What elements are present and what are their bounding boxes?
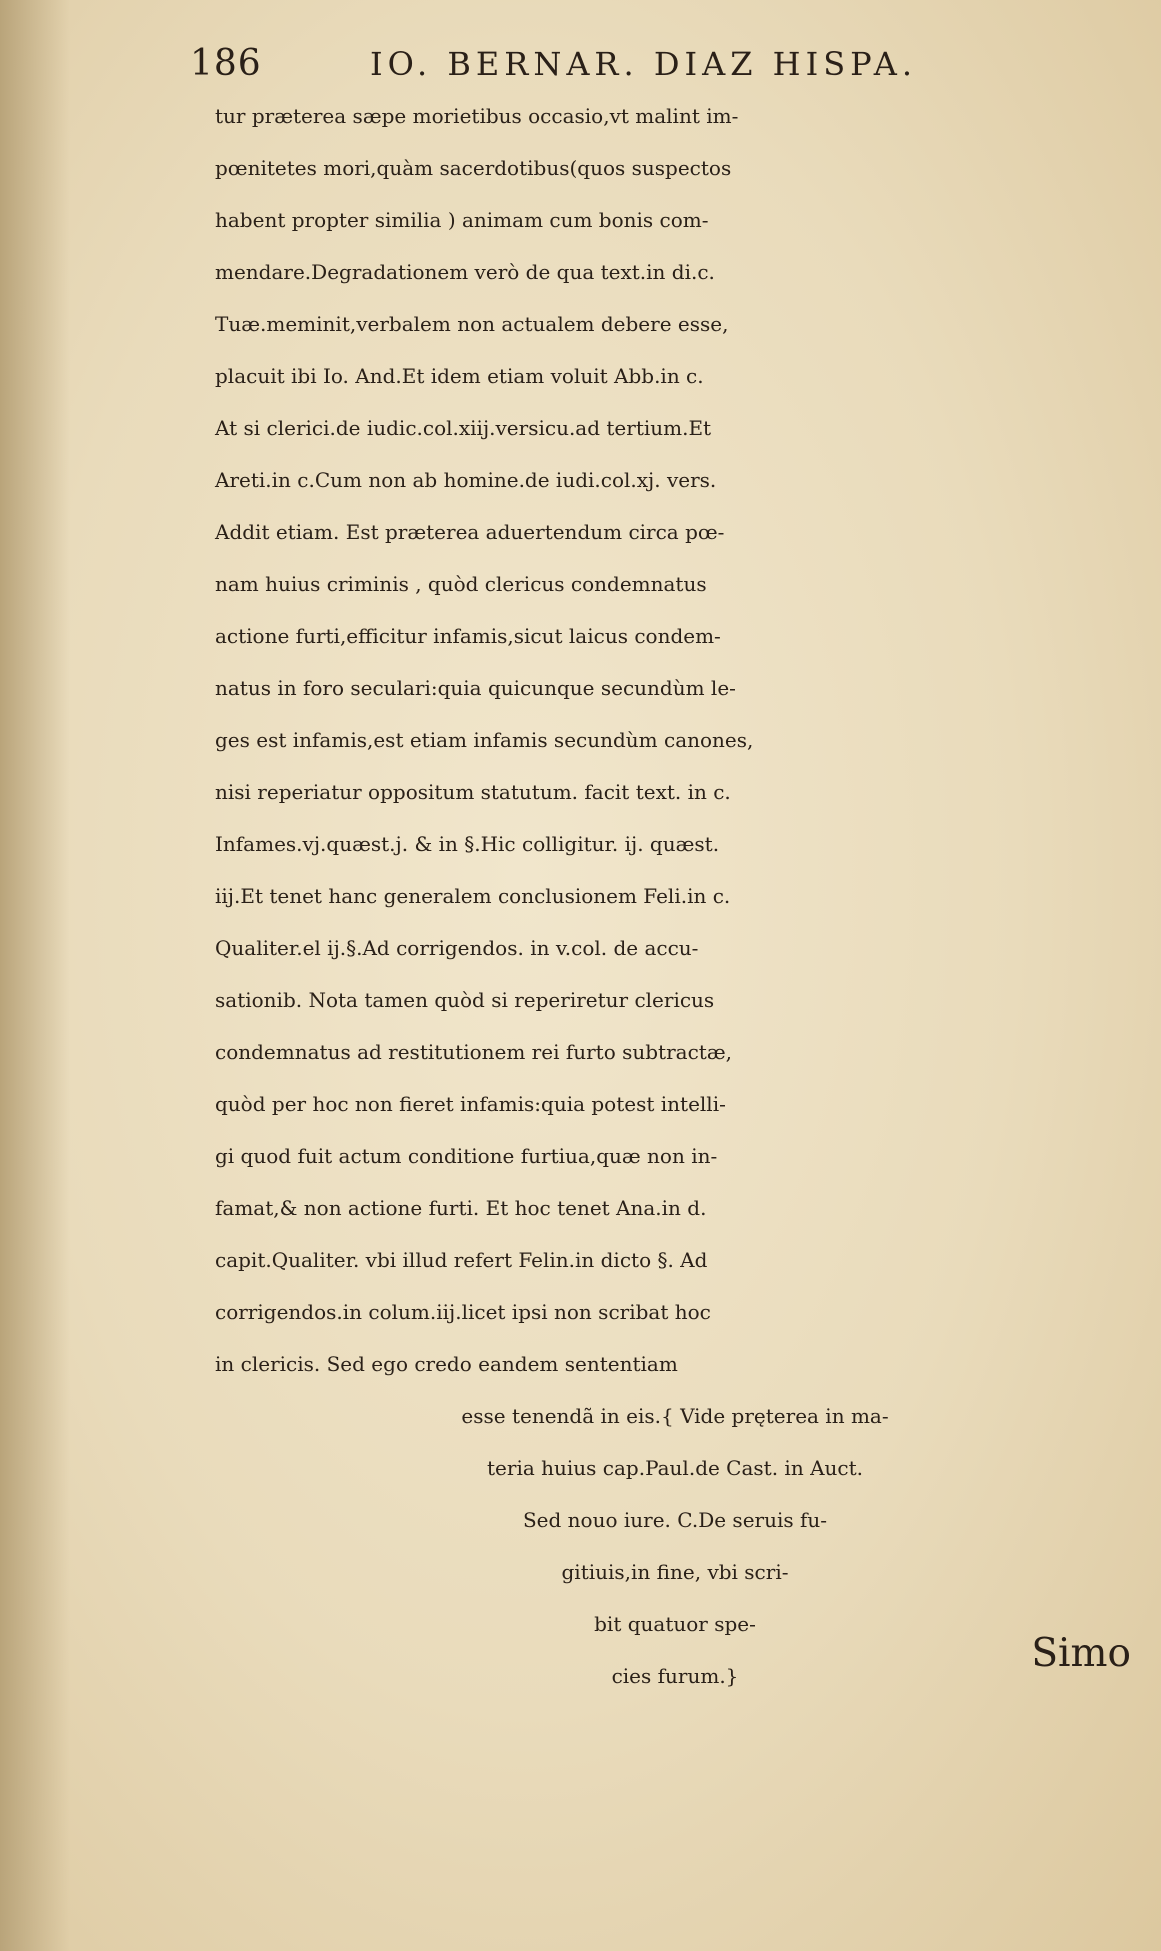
text-line: Qualiter.el ij.§.Ad corrigendos. in v.col. de accu-: [215, 936, 699, 960]
text-line: nam huius criminis , quòd clericus condemnatus: [215, 572, 707, 596]
text-line: condemnatus ad restitutionem rei furto subtractæ,: [215, 1040, 732, 1064]
folio-number: 186: [190, 43, 262, 84]
text-line: tur præterea sæpe morietibus occasio,vt malint im-: [215, 104, 739, 128]
text-line: Tuæ.meminit,verbalem non actualem debere esse,: [215, 312, 729, 336]
body-text: [215, 90, 1135, 1702]
text-line: gi quod fuit actum conditione furtiua,quæ non in-: [215, 1144, 718, 1168]
tail-line: cies furum.}: [611, 1664, 739, 1688]
tail-line: gitiuis,in fine, vbi scri-: [561, 1560, 789, 1584]
text-line: iij.Et tenet hanc generalem conclusionem Feli.in c.: [215, 884, 731, 908]
page-header: [190, 34, 1090, 94]
text-line: quòd per hoc non fieret infamis:quia potest intelli-: [215, 1092, 726, 1116]
tail-line: Sed nouo iure. C.De seruis fu-: [522, 1508, 828, 1532]
text-line: nisi reperiatur oppositum statutum. facit text. in c.: [215, 780, 731, 804]
text-line: placuit ibi Io. And.Et idem etiam voluit Abb.in c.: [215, 364, 704, 388]
text-line: At si clerici.de iudic.col.xiij.versicu.ad tertium.Et: [215, 416, 712, 440]
text-line: Infames.vj.quæst.j. & in §.Hic colligitur. ij. quæst.: [215, 832, 720, 856]
text-line: natus in foro seculari:quia quicunque secundùm le-: [215, 676, 736, 700]
text-line: pœnitetes mori,quàm sacerdotibus(quos suspectos: [215, 156, 732, 180]
text-line: in clericis. Sed ego credo eandem sententiam: [215, 1352, 678, 1376]
text-line: mendare.Degradationem verò de qua text.in di.c.: [215, 260, 715, 284]
text-line: capit.Qualiter. vbi illud refert Felin.in dicto §. Ad: [215, 1248, 708, 1272]
tail-line: bit quatuor spe-: [594, 1612, 756, 1636]
running-head: IO. BERNAR. DIAZ HISPA.: [370, 45, 918, 83]
tail-line: esse tenendã in eis.{ Vide pręterea in ma-: [461, 1404, 889, 1428]
text-line: Addit etiam. Est præterea aduertendum circa pœ-: [215, 520, 725, 544]
gutter-shadow: [0, 0, 70, 1951]
text-line: Areti.in c.Cum non ab homine.de iudi.col.xj. vers.: [215, 468, 717, 492]
text-line: actione furti,efficitur infamis,sicut laicus condem-: [215, 624, 721, 648]
text-line: habent propter similia ) animam cum bonis com-: [215, 208, 709, 232]
text-line: ges est infamis,est etiam infamis secundùm canones,: [215, 728, 754, 752]
text-line: sationib. Nota tamen quòd si reperiretur clericus: [215, 988, 715, 1012]
text-line: corrigendos.in colum.iij.licet ipsi non scribat hoc: [215, 1300, 711, 1324]
tail-line: teria huius cap.Paul.de Cast. in Auct.: [487, 1456, 863, 1480]
text-line: famat,& non actione furti. Et hoc tenet Ana.in d.: [215, 1196, 707, 1220]
catchword: Simo: [1031, 1631, 1131, 1676]
